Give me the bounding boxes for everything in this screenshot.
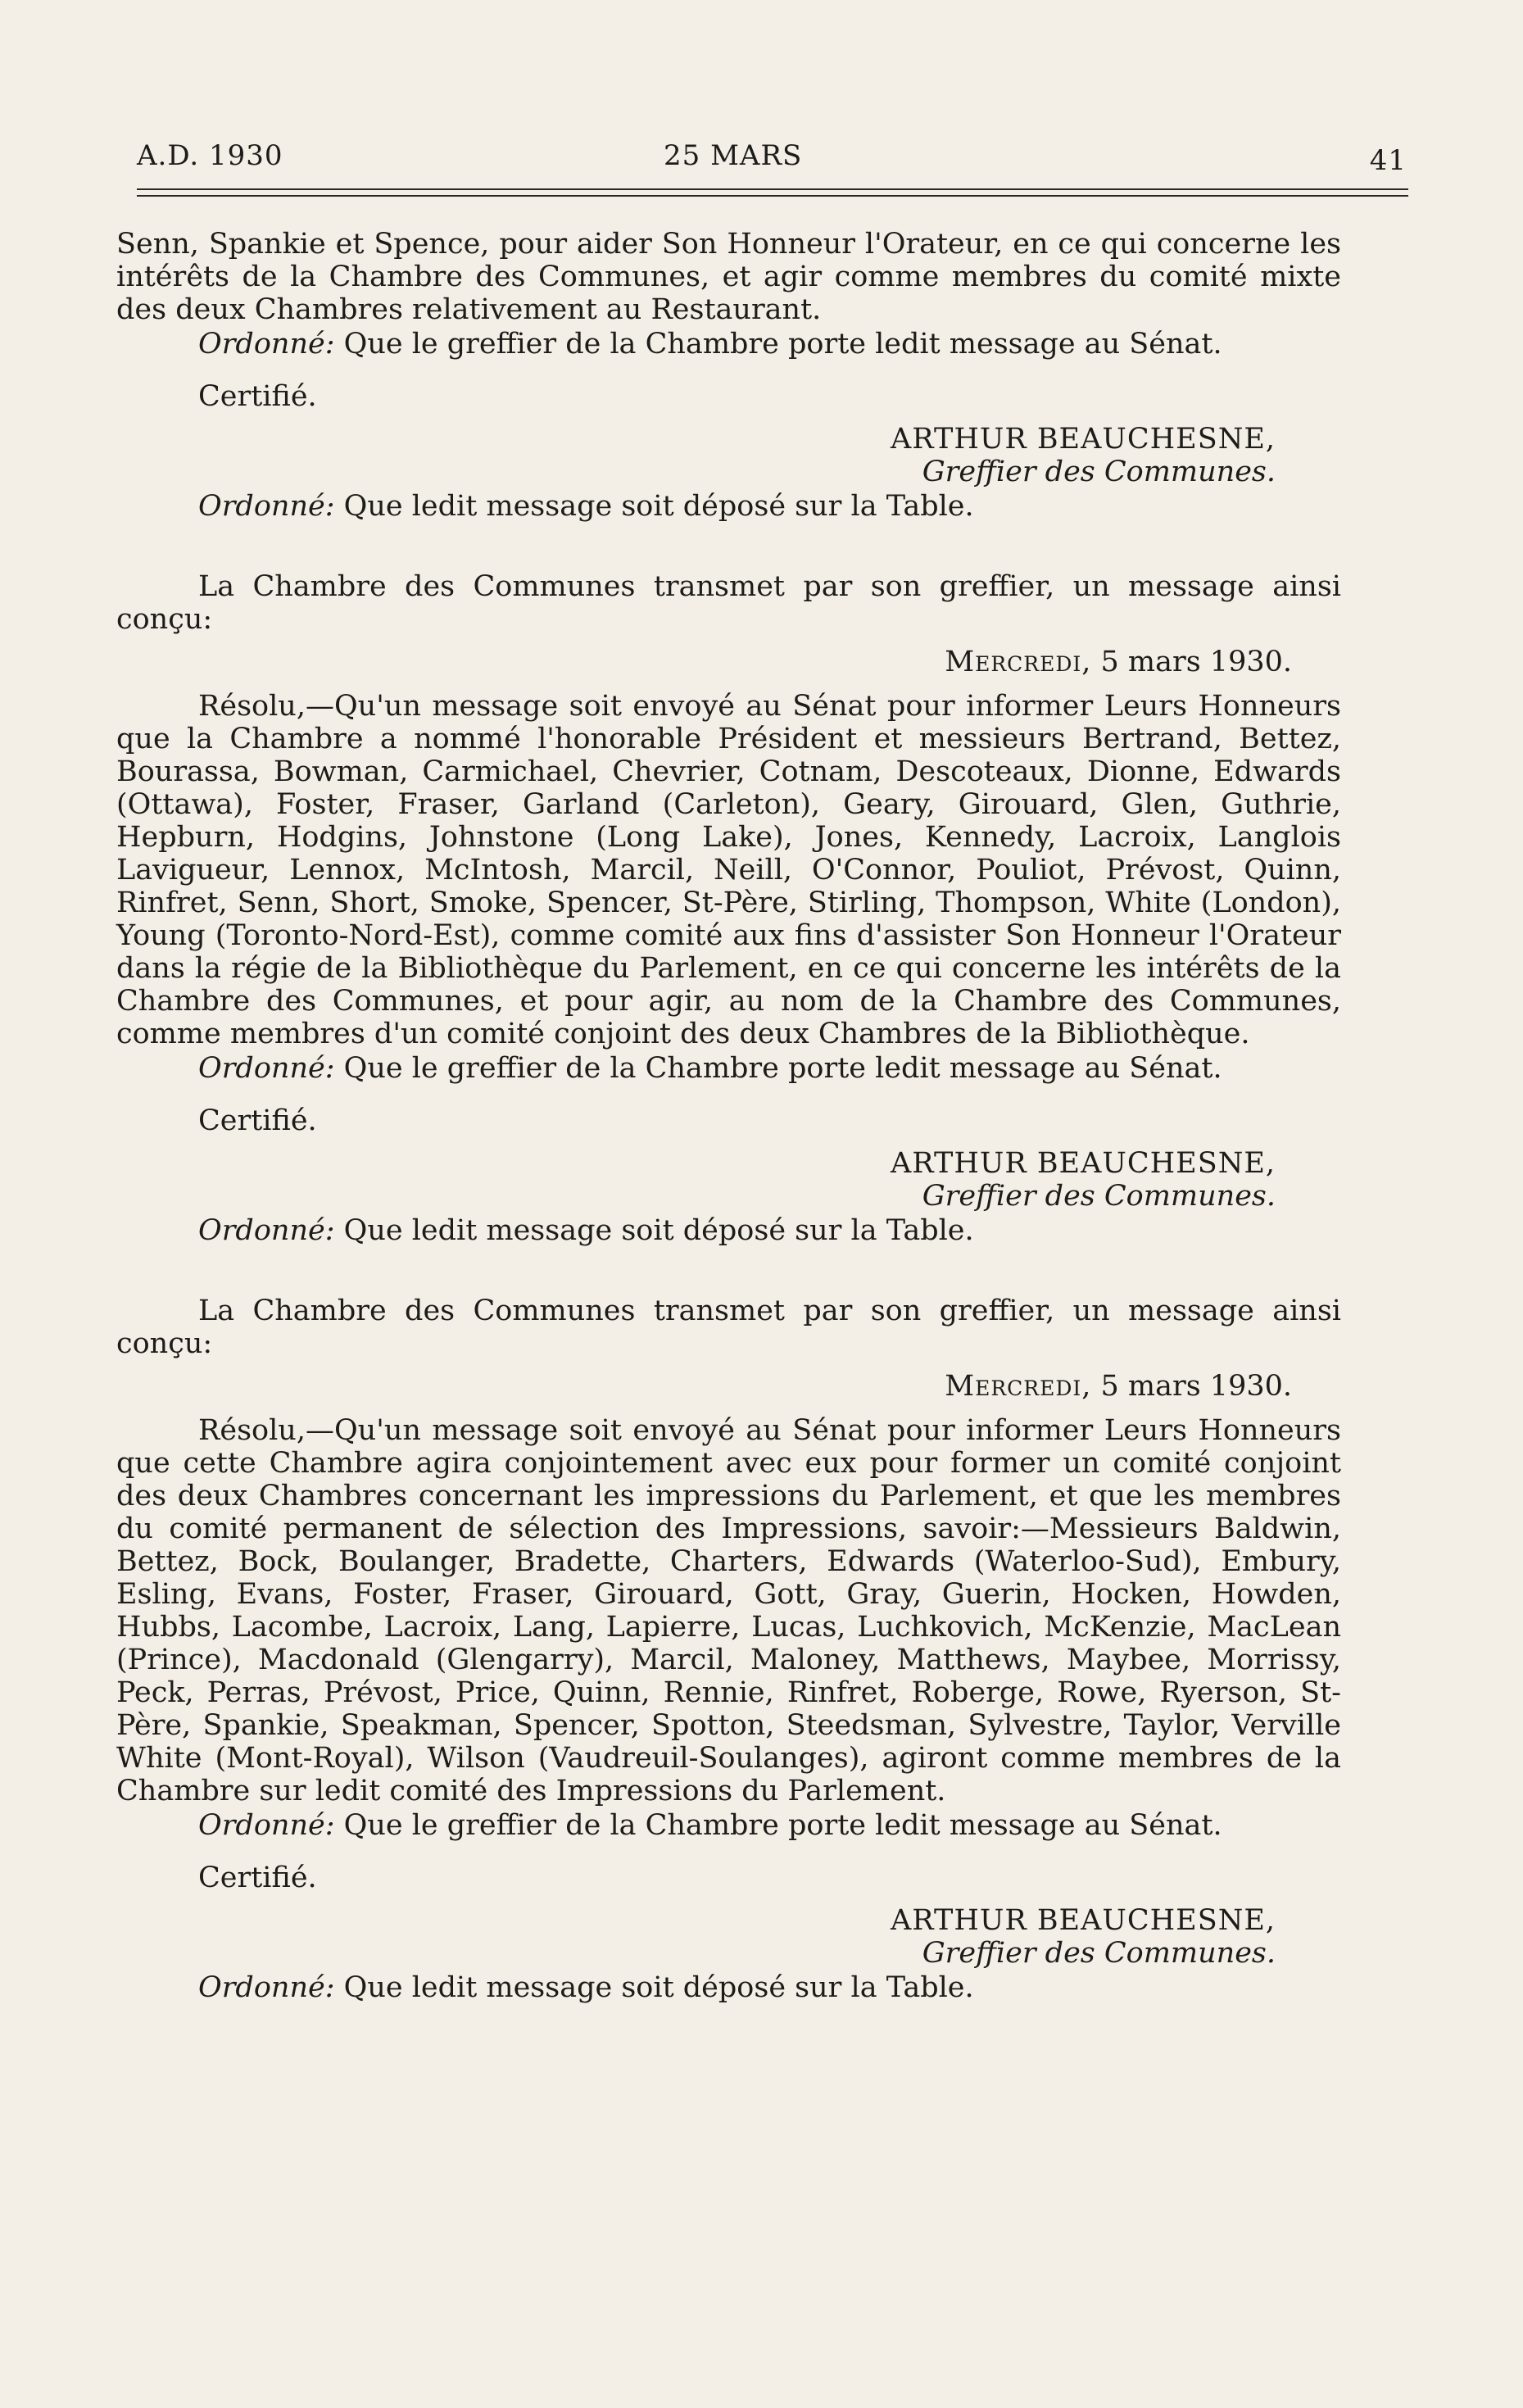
signature-block [116,1147,1341,1213]
date-rest: 5 mars 1930. [1100,646,1292,678]
order-label: Ordonné: [198,328,335,361]
intro-paragraph: La Chambre des Communes transmet par son greffier, un message ainsi conçu: [116,570,1341,636]
order-line [116,1214,1341,1247]
certified-line: Certifié. [198,380,317,413]
section-library [116,570,1341,1247]
resolution-paragraph: Résolu,—Qu'un message soit envoyé au Sénat pour informer Leurs Honneurs que cette Chambre agira conjointement avec eux pour former un comité conjoint des deux Chambres concernant les impressions du Parlement, et que les membres du comité permanent de sélection des Impressions, savoir:—Messieurs Baldwin, Bettez, Bock, Boulanger, Bradette, Charters, Edwards (Waterloo-Sud), Embury, Esling, Evans, Foster, Fraser, Girouard, Gott, Gray, Guerin, Hocken, Howden, Hubbs, Lacombe, Lacroix, Lang, Lapierre, Lucas, Luchkovich, McKenzie, MacLean (Prince), Macdonald (Glengarry), Marcil, Maloney, Matthews, Maybee, Morrissy, Peck, Perras, Prévost, Price, Quinn, Rennie, Rinfret, Roberge, Rowe, Ryerson, St-Père, Spankie, Speakman, Spencer, Spotton, Steedsman, Sylvestre, Taylor, Verville White (Mont-Royal), Wilson (Vaudreuil-Soulanges), agiront comme membres de la Chambre sur ledit comité des Impressions du Parlement. [116,1414,1341,1807]
order-label: Ordonné: [198,490,335,523]
date-day: Mercredi, [945,646,1092,678]
order-line [116,328,1341,361]
order-text: Que le greffier de la Chambre porte ledit message au Sénat. [343,328,1222,361]
signature-name: ARTHUR BEAUCHESNE, [890,1147,1276,1180]
date-rest: 5 mars 1930. [1100,1370,1292,1403]
signature-block [116,423,1341,488]
order-line [116,1809,1341,1842]
order-text: Que ledit message soit déposé sur la Table. [343,490,974,523]
body-text [116,228,1341,2004]
order-label: Ordonné: [198,1214,335,1247]
continuation-paragraph: Senn, Spankie et Spence, pour aider Son Honneur l'Orateur, en ce qui concerne les intérêts de la Chambre des Communes, et agir comme membres du comité mixte des deux Chambres relativement au Restaurant. [116,228,1341,326]
certified-line: Certifié. [198,1104,317,1137]
order-line [116,1971,1341,2004]
date-line [116,1370,1341,1403]
order-text: Que ledit message soit déposé sur la Table. [343,1971,974,2004]
header-rule [137,188,1408,197]
order-label: Ordonné: [198,1809,335,1842]
signature-name: ARTHUR BEAUCHESNE, [890,423,1276,456]
order-line [116,1052,1341,1085]
date-line [116,646,1341,678]
order-label: Ordonné: [198,1971,335,2004]
order-text: Que le greffier de la Chambre porte ledit message au Sénat. [343,1052,1222,1085]
header-date: 25 MARS [664,139,803,172]
date-day: Mercredi, [945,1370,1092,1403]
certified-line: Certifié. [198,1862,317,1894]
signature-title: Greffier des Communes. [922,1937,1276,1970]
order-text: Que le greffier de la Chambre porte ledit message au Sénat. [343,1809,1222,1842]
page-number: 41 [1369,144,1407,177]
order-text: Que ledit message soit déposé sur la Table. [343,1214,974,1247]
header-year: A.D. 1930 [137,139,283,172]
order-label: Ordonné: [198,1052,335,1085]
section-printing [116,1295,1341,2004]
signature-name: ARTHUR BEAUCHESNE, [890,1904,1276,1937]
running-head [116,139,1407,188]
signature-title: Greffier des Communes. [922,1180,1276,1213]
section-restaurant [116,228,1341,523]
intro-paragraph: La Chambre des Communes transmet par son greffier, un message ainsi conçu: [116,1295,1341,1360]
signature-title: Greffier des Communes. [922,456,1276,488]
signature-block [116,1904,1341,1970]
order-line [116,490,1341,523]
resolution-paragraph: Résolu,—Qu'un message soit envoyé au Sénat pour informer Leurs Honneurs que la Chambre a nommé l'honorable Président et messieurs Bertrand, Bettez, Bourassa, Bowman, Carmichael, Chevrier, Cotnam, Descoteaux, Dionne, Edwards (Ottawa), Foster, Fraser, Garland (Carleton), Geary, Girouard, Glen, Guthrie, Hepburn, Hodgins, Johnstone (Long Lake), Jones, Kennedy, Lacroix, Langlois Lavigueur, Lennox, McIntosh, Marcil, Neill, O'Connor, Pouliot, Prévost, Quinn, Rinfret, Senn, Short, Smoke, Spencer, St-Père, Stirling, Thompson, White (London), Young (Toronto-Nord-Est), comme comité aux fins d'assister Son Honneur l'Orateur dans la régie de la Bibliothèque du Parlement, en ce qui concerne les intérêts de la Chambre des Communes, et pour agir, au nom de la Chambre des Communes, comme membres d'un comité conjoint des deux Chambres de la Bibliothèque. [116,690,1341,1050]
